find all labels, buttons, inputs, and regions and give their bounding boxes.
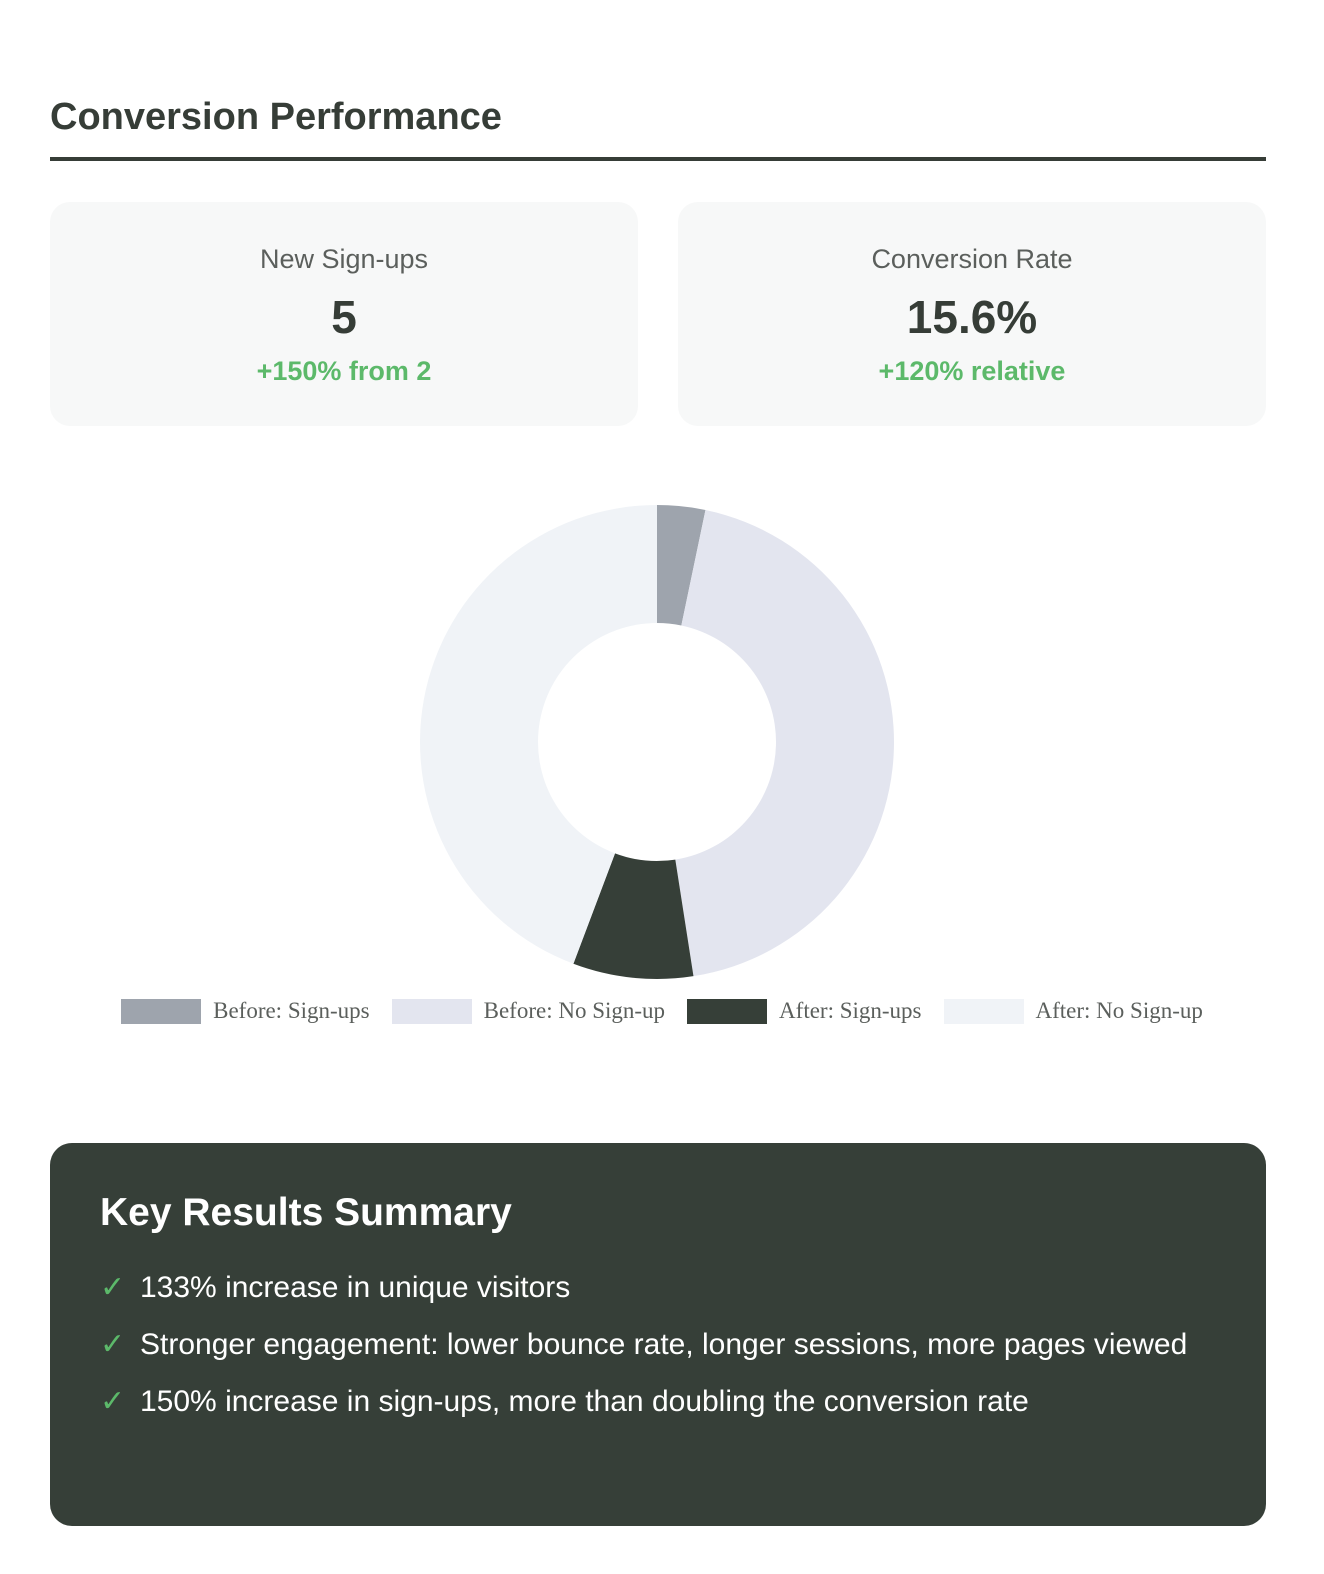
legend-item[interactable] bbox=[392, 998, 665, 1024]
stat-label: Conversion Rate bbox=[871, 244, 1073, 274]
summary-item-text: 150% increase in sign-ups, more than doubling the conversion rate bbox=[140, 1385, 1029, 1418]
legend-swatch bbox=[121, 999, 201, 1024]
page-title: Conversion Performance bbox=[50, 96, 502, 138]
stat-card-conversion-rate bbox=[678, 202, 1266, 426]
legend-item[interactable] bbox=[687, 998, 921, 1024]
checkmark-icon: ✓ bbox=[100, 1327, 126, 1362]
legend-label: Before: Sign-ups bbox=[213, 998, 370, 1023]
chart-legend bbox=[0, 998, 1324, 1024]
summary-item bbox=[100, 1326, 1200, 1363]
legend-label: Before: No Sign-up bbox=[483, 998, 666, 1023]
summary-title: Key Results Summary bbox=[100, 1191, 512, 1234]
stat-change: +120% relative bbox=[878, 356, 1066, 386]
legend-item[interactable] bbox=[944, 998, 1203, 1024]
stat-label: New Sign-ups bbox=[259, 244, 429, 274]
summary-list bbox=[100, 1269, 1200, 1440]
legend-swatch bbox=[687, 999, 767, 1024]
legend-item[interactable] bbox=[121, 998, 370, 1024]
legend-label: After: Sign-ups bbox=[779, 998, 922, 1023]
donut-slice-2 bbox=[675, 510, 894, 976]
legend-swatch bbox=[392, 999, 472, 1024]
key-results-panel bbox=[50, 1143, 1266, 1526]
stat-value: 5 bbox=[331, 291, 357, 343]
stat-card-signups bbox=[50, 202, 638, 426]
title-divider bbox=[50, 157, 1266, 161]
summary-item bbox=[100, 1269, 1200, 1306]
checkmark-icon: ✓ bbox=[100, 1384, 126, 1419]
donut-chart bbox=[400, 490, 914, 990]
legend-swatch bbox=[944, 999, 1024, 1024]
stat-value: 15.6% bbox=[906, 291, 1038, 343]
summary-item-text: 133% increase in unique visitors bbox=[140, 1271, 571, 1304]
legend-label: After: No Sign-up bbox=[1035, 998, 1203, 1023]
summary-item-text: Stronger engagement: lower bounce rate, longer sessions, more pages viewed bbox=[140, 1328, 1188, 1361]
checkmark-icon: ✓ bbox=[100, 1270, 126, 1305]
stat-change: +150% from 2 bbox=[256, 356, 432, 386]
summary-item bbox=[100, 1383, 1200, 1420]
